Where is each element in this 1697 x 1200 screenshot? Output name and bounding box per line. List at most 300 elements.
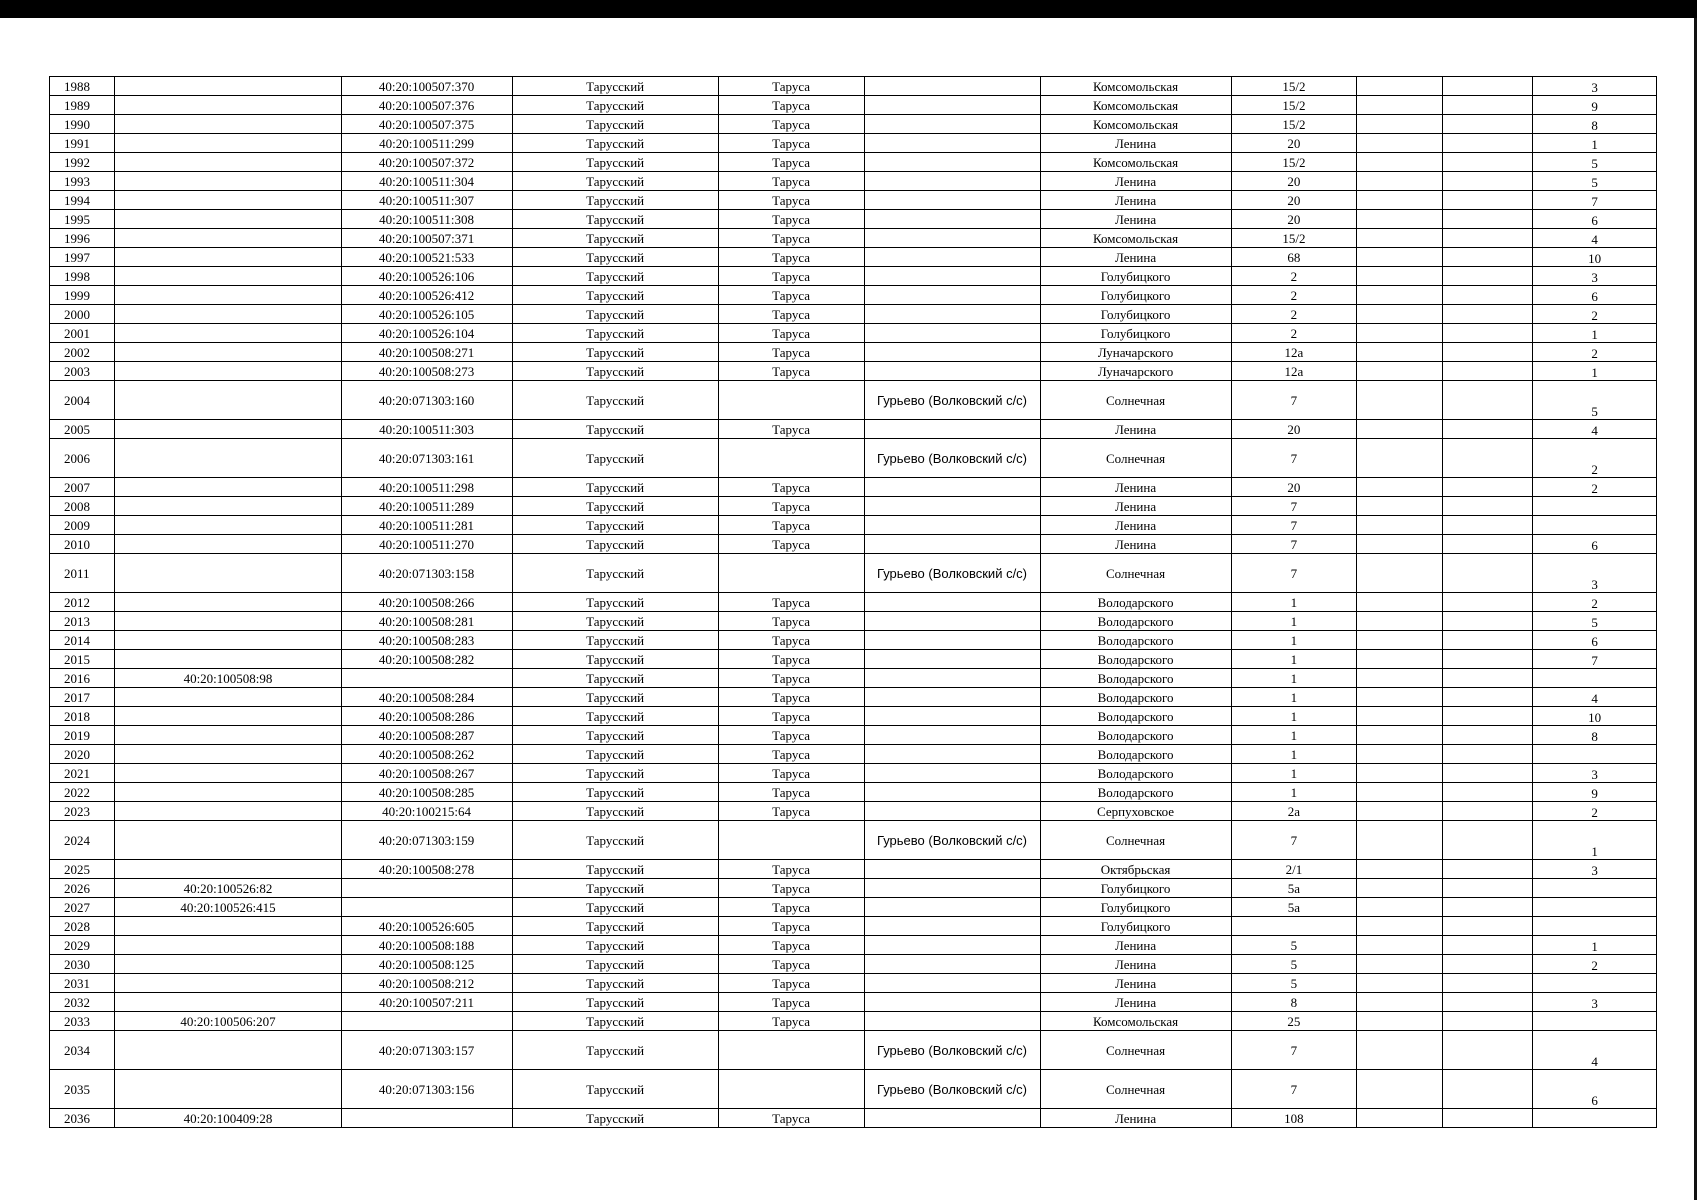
settlement-cell xyxy=(864,134,1040,153)
house-number-cell: 1 xyxy=(1231,593,1357,612)
cadastral-number-cell: 40:20:100511:299 xyxy=(341,134,512,153)
structure-cell xyxy=(1442,172,1533,191)
apartment-cell: 1 xyxy=(1533,362,1657,381)
table-row xyxy=(50,1109,1657,1128)
row-number-cell: 2025 xyxy=(50,860,115,879)
house-number-cell: 8 xyxy=(1231,993,1357,1012)
street-cell: Солнечная xyxy=(1040,1070,1231,1109)
city-cell: Таруса xyxy=(718,745,864,764)
house-number-cell: 5 xyxy=(1231,955,1357,974)
structure-cell xyxy=(1442,381,1533,420)
cadastral-number-cell: 40:20:100508:285 xyxy=(341,783,512,802)
street-cell: Ленина xyxy=(1040,974,1231,993)
row-number-cell: 2002 xyxy=(50,343,115,362)
cadastral-number-cell: 40:20:071303:158 xyxy=(341,554,512,593)
apartment-cell: 3 xyxy=(1533,860,1657,879)
cadastral-number-cell: 40:20:100508:188 xyxy=(341,936,512,955)
cadastral-number-cell: 40:20:100511:298 xyxy=(341,478,512,497)
cadastral-number-cell: 40:20:100507:371 xyxy=(341,229,512,248)
structure-cell xyxy=(1442,153,1533,172)
table-row xyxy=(50,191,1657,210)
district-cell: Тарусский xyxy=(512,1031,718,1070)
city-cell: Таруса xyxy=(718,764,864,783)
cadastral-number-cell: 40:20:100526:412 xyxy=(341,286,512,305)
cadastral-number-cell: 40:20:100508:273 xyxy=(341,362,512,381)
house-number-cell: 1 xyxy=(1231,726,1357,745)
table-row xyxy=(50,879,1657,898)
settlement-cell xyxy=(864,115,1040,134)
settlement-cell xyxy=(864,974,1040,993)
table-row xyxy=(50,669,1657,688)
cadastral-number-cell: 40:20:100507:211 xyxy=(341,993,512,1012)
apartment-cell xyxy=(1533,898,1657,917)
city-cell: Таруса xyxy=(718,210,864,229)
structure-cell xyxy=(1442,974,1533,993)
district-cell: Тарусский xyxy=(512,631,718,650)
house-number-cell: 7 xyxy=(1231,821,1357,860)
cadastral-number-cell: 40:20:100507:375 xyxy=(341,115,512,134)
city-cell: Таруса xyxy=(718,96,864,115)
building-cell xyxy=(1357,96,1442,115)
apartment-cell: 4 xyxy=(1533,229,1657,248)
structure-cell xyxy=(1442,783,1533,802)
cadastral-number-building-cell xyxy=(115,821,341,860)
house-number-cell: 7 xyxy=(1231,516,1357,535)
building-cell xyxy=(1357,879,1442,898)
row-number-cell: 2007 xyxy=(50,478,115,497)
row-number-cell: 1999 xyxy=(50,286,115,305)
apartment-cell xyxy=(1533,669,1657,688)
apartment-cell xyxy=(1533,497,1657,516)
building-cell xyxy=(1357,554,1442,593)
street-cell: Комсомольская xyxy=(1040,1012,1231,1031)
settlement-cell xyxy=(864,324,1040,343)
street-cell: Ленина xyxy=(1040,191,1231,210)
district-cell: Тарусский xyxy=(512,343,718,362)
cadastral-number-building-cell xyxy=(115,497,341,516)
cadastral-number-cell: 40:20:100508:287 xyxy=(341,726,512,745)
table-row xyxy=(50,974,1657,993)
cadastral-number-building-cell xyxy=(115,96,341,115)
settlement-cell xyxy=(864,286,1040,305)
apartment-cell: 6 xyxy=(1533,535,1657,554)
city-cell: Таруса xyxy=(718,362,864,381)
table-row xyxy=(50,96,1657,115)
building-cell xyxy=(1357,955,1442,974)
house-number-cell: 7 xyxy=(1231,439,1357,478)
house-number-cell: 12а xyxy=(1231,362,1357,381)
city-cell: Таруса xyxy=(718,631,864,650)
settlement-cell xyxy=(864,764,1040,783)
city-cell: Таруса xyxy=(718,115,864,134)
district-cell: Тарусский xyxy=(512,802,718,821)
row-number-cell: 2011 xyxy=(50,554,115,593)
row-number-cell: 2006 xyxy=(50,439,115,478)
table-row xyxy=(50,688,1657,707)
street-cell: Володарского xyxy=(1040,688,1231,707)
structure-cell xyxy=(1442,267,1533,286)
cadastral-number-cell xyxy=(341,669,512,688)
settlement-cell xyxy=(864,650,1040,669)
row-number-cell: 2035 xyxy=(50,1070,115,1109)
district-cell: Тарусский xyxy=(512,191,718,210)
city-cell xyxy=(718,821,864,860)
cadastral-number-building-cell xyxy=(115,362,341,381)
house-number-cell: 2/1 xyxy=(1231,860,1357,879)
apartment-cell: 2 xyxy=(1533,478,1657,497)
apartment-cell: 6 xyxy=(1533,1070,1657,1109)
apartment-cell: 5 xyxy=(1533,153,1657,172)
street-cell: Ленина xyxy=(1040,535,1231,554)
city-cell: Таруса xyxy=(718,229,864,248)
settlement-cell xyxy=(864,267,1040,286)
cadastral-number-cell: 40:20:100511:289 xyxy=(341,497,512,516)
city-cell: Таруса xyxy=(718,267,864,286)
apartment-cell: 8 xyxy=(1533,726,1657,745)
structure-cell xyxy=(1442,229,1533,248)
cadastral-number-cell: 40:20:100511:303 xyxy=(341,420,512,439)
street-cell: Луначарского xyxy=(1040,362,1231,381)
structure-cell xyxy=(1442,650,1533,669)
house-number-cell: 20 xyxy=(1231,478,1357,497)
building-cell xyxy=(1357,248,1442,267)
cadastral-number-building-cell xyxy=(115,343,341,362)
structure-cell xyxy=(1442,1012,1533,1031)
city-cell xyxy=(718,1031,864,1070)
city-cell: Таруса xyxy=(718,497,864,516)
cadastral-number-cell: 40:20:100526:105 xyxy=(341,305,512,324)
cadastral-number-building-cell xyxy=(115,860,341,879)
settlement-cell: Гурьево (Волковский с/с) xyxy=(864,1031,1040,1070)
settlement-cell xyxy=(864,305,1040,324)
row-number-cell: 2029 xyxy=(50,936,115,955)
district-cell: Тарусский xyxy=(512,936,718,955)
house-number-cell: 20 xyxy=(1231,420,1357,439)
district-cell: Тарусский xyxy=(512,669,718,688)
city-cell: Таруса xyxy=(718,1012,864,1031)
structure-cell xyxy=(1442,936,1533,955)
building-cell xyxy=(1357,898,1442,917)
street-cell: Голубицкого xyxy=(1040,305,1231,324)
building-cell xyxy=(1357,362,1442,381)
apartment-cell: 3 xyxy=(1533,993,1657,1012)
table-row xyxy=(50,134,1657,153)
table-row xyxy=(50,707,1657,726)
building-cell xyxy=(1357,783,1442,802)
row-number-cell: 2003 xyxy=(50,362,115,381)
structure-cell xyxy=(1442,324,1533,343)
table-row xyxy=(50,821,1657,860)
settlement-cell xyxy=(864,248,1040,267)
building-cell xyxy=(1357,669,1442,688)
street-cell: Ленина xyxy=(1040,478,1231,497)
house-number-cell: 2 xyxy=(1231,324,1357,343)
table-row xyxy=(50,726,1657,745)
street-cell: Володарского xyxy=(1040,669,1231,688)
cadastral-number-building-cell xyxy=(115,745,341,764)
apartment-cell: 10 xyxy=(1533,707,1657,726)
house-number-cell xyxy=(1231,917,1357,936)
cadastral-number-building-cell xyxy=(115,229,341,248)
city-cell: Таруса xyxy=(718,191,864,210)
table-row xyxy=(50,115,1657,134)
street-cell: Солнечная xyxy=(1040,439,1231,478)
scan-top-border xyxy=(0,0,1697,18)
settlement-cell: Гурьево (Волковский с/с) xyxy=(864,554,1040,593)
cadastral-number-building-cell xyxy=(115,248,341,267)
cadastral-number-building-cell: 40:20:100526:415 xyxy=(115,898,341,917)
apartment-cell: 6 xyxy=(1533,210,1657,229)
apartment-cell: 2 xyxy=(1533,593,1657,612)
apartment-cell xyxy=(1533,745,1657,764)
settlement-cell xyxy=(864,191,1040,210)
row-number-cell: 2031 xyxy=(50,974,115,993)
district-cell: Тарусский xyxy=(512,726,718,745)
apartment-cell: 9 xyxy=(1533,783,1657,802)
district-cell: Тарусский xyxy=(512,96,718,115)
row-number-cell: 2019 xyxy=(50,726,115,745)
apartment-cell xyxy=(1533,974,1657,993)
table-row xyxy=(50,210,1657,229)
structure-cell xyxy=(1442,593,1533,612)
street-cell: Ленина xyxy=(1040,993,1231,1012)
street-cell: Володарского xyxy=(1040,650,1231,669)
apartment-cell: 1 xyxy=(1533,134,1657,153)
building-cell xyxy=(1357,1109,1442,1128)
apartment-cell: 3 xyxy=(1533,77,1657,96)
row-number-cell: 2004 xyxy=(50,381,115,420)
settlement-cell xyxy=(864,955,1040,974)
structure-cell xyxy=(1442,77,1533,96)
apartment-cell: 2 xyxy=(1533,439,1657,478)
row-number-cell: 1997 xyxy=(50,248,115,267)
cadastral-number-building-cell: 40:20:100508:98 xyxy=(115,669,341,688)
street-cell: Володарского xyxy=(1040,707,1231,726)
cadastral-number-cell xyxy=(341,898,512,917)
district-cell: Тарусский xyxy=(512,764,718,783)
table-row xyxy=(50,1031,1657,1070)
cadastral-number-building-cell xyxy=(115,783,341,802)
city-cell: Таруса xyxy=(718,343,864,362)
apartment-cell: 5 xyxy=(1533,381,1657,420)
cadastral-number-building-cell xyxy=(115,286,341,305)
city-cell xyxy=(718,439,864,478)
table-row xyxy=(50,650,1657,669)
district-cell: Тарусский xyxy=(512,497,718,516)
building-cell xyxy=(1357,631,1442,650)
apartment-cell: 6 xyxy=(1533,631,1657,650)
district-cell: Тарусский xyxy=(512,134,718,153)
settlement-cell xyxy=(864,726,1040,745)
cadastral-number-building-cell xyxy=(115,381,341,420)
structure-cell xyxy=(1442,478,1533,497)
house-number-cell: 15/2 xyxy=(1231,115,1357,134)
street-cell: Володарского xyxy=(1040,783,1231,802)
structure-cell xyxy=(1442,726,1533,745)
street-cell: Володарского xyxy=(1040,612,1231,631)
structure-cell xyxy=(1442,955,1533,974)
cadastral-number-cell: 40:20:100508:267 xyxy=(341,764,512,783)
settlement-cell xyxy=(864,898,1040,917)
street-cell: Володарского xyxy=(1040,631,1231,650)
building-cell xyxy=(1357,860,1442,879)
table-row xyxy=(50,554,1657,593)
house-number-cell: 25 xyxy=(1231,1012,1357,1031)
table-body xyxy=(50,77,1657,1128)
row-number-cell: 2030 xyxy=(50,955,115,974)
cadastral-number-building-cell xyxy=(115,535,341,554)
row-number-cell: 2021 xyxy=(50,764,115,783)
structure-cell xyxy=(1442,1070,1533,1109)
district-cell: Тарусский xyxy=(512,535,718,554)
district-cell: Тарусский xyxy=(512,1012,718,1031)
settlement-cell xyxy=(864,343,1040,362)
row-number-cell: 2016 xyxy=(50,669,115,688)
cadastral-number-cell: 40:20:100508:283 xyxy=(341,631,512,650)
building-cell xyxy=(1357,1031,1442,1070)
house-number-cell: 15/2 xyxy=(1231,77,1357,96)
settlement-cell xyxy=(864,96,1040,115)
district-cell: Тарусский xyxy=(512,955,718,974)
cadastral-number-building-cell xyxy=(115,993,341,1012)
district-cell: Тарусский xyxy=(512,554,718,593)
house-number-cell: 1 xyxy=(1231,745,1357,764)
table-row xyxy=(50,612,1657,631)
structure-cell xyxy=(1442,115,1533,134)
building-cell xyxy=(1357,153,1442,172)
apartment-cell xyxy=(1533,879,1657,898)
structure-cell xyxy=(1442,707,1533,726)
settlement-cell xyxy=(864,362,1040,381)
building-cell xyxy=(1357,229,1442,248)
table-row xyxy=(50,77,1657,96)
structure-cell xyxy=(1442,191,1533,210)
street-cell: Солнечная xyxy=(1040,554,1231,593)
cadastral-number-building-cell xyxy=(115,650,341,669)
apartment-cell: 9 xyxy=(1533,96,1657,115)
cadastral-number-cell: 40:20:100508:281 xyxy=(341,612,512,631)
apartment-cell: 1 xyxy=(1533,821,1657,860)
building-cell xyxy=(1357,745,1442,764)
house-number-cell: 7 xyxy=(1231,554,1357,593)
house-number-cell: 1 xyxy=(1231,612,1357,631)
table-row xyxy=(50,286,1657,305)
city-cell xyxy=(718,554,864,593)
settlement-cell xyxy=(864,516,1040,535)
apartment-cell: 2 xyxy=(1533,305,1657,324)
street-cell: Комсомольская xyxy=(1040,77,1231,96)
house-number-cell: 20 xyxy=(1231,191,1357,210)
building-cell xyxy=(1357,535,1442,554)
cadastral-number-building-cell: 40:20:100506:207 xyxy=(115,1012,341,1031)
table-row xyxy=(50,172,1657,191)
city-cell: Таруса xyxy=(718,707,864,726)
apartment-cell xyxy=(1533,1012,1657,1031)
cadastral-number-building-cell xyxy=(115,764,341,783)
building-cell xyxy=(1357,191,1442,210)
city-cell: Таруса xyxy=(718,478,864,497)
city-cell: Таруса xyxy=(718,172,864,191)
row-number-cell: 1992 xyxy=(50,153,115,172)
building-cell xyxy=(1357,936,1442,955)
building-cell xyxy=(1357,286,1442,305)
house-number-cell: 7 xyxy=(1231,1070,1357,1109)
row-number-cell: 2000 xyxy=(50,305,115,324)
building-cell xyxy=(1357,764,1442,783)
house-number-cell: 20 xyxy=(1231,210,1357,229)
house-number-cell: 15/2 xyxy=(1231,229,1357,248)
structure-cell xyxy=(1442,898,1533,917)
street-cell: Ленина xyxy=(1040,936,1231,955)
city-cell: Таруса xyxy=(718,993,864,1012)
cadastral-number-building-cell xyxy=(115,612,341,631)
structure-cell xyxy=(1442,821,1533,860)
street-cell: Ленина xyxy=(1040,248,1231,267)
row-number-cell: 2028 xyxy=(50,917,115,936)
row-number-cell: 2020 xyxy=(50,745,115,764)
apartment-cell: 8 xyxy=(1533,115,1657,134)
cadastral-number-building-cell xyxy=(115,191,341,210)
street-cell: Володарского xyxy=(1040,726,1231,745)
cadastral-number-building-cell: 40:20:100409:28 xyxy=(115,1109,341,1128)
cadastral-number-cell: 40:20:071303:159 xyxy=(341,821,512,860)
city-cell: Таруса xyxy=(718,420,864,439)
row-number-cell: 2026 xyxy=(50,879,115,898)
cadastral-number-building-cell xyxy=(115,955,341,974)
settlement-cell xyxy=(864,1012,1040,1031)
row-number-cell: 1990 xyxy=(50,115,115,134)
district-cell: Тарусский xyxy=(512,745,718,764)
city-cell: Таруса xyxy=(718,153,864,172)
building-cell xyxy=(1357,77,1442,96)
table-row xyxy=(50,343,1657,362)
house-number-cell: 2а xyxy=(1231,802,1357,821)
building-cell xyxy=(1357,650,1442,669)
settlement-cell xyxy=(864,210,1040,229)
table-row xyxy=(50,535,1657,554)
building-cell xyxy=(1357,516,1442,535)
structure-cell xyxy=(1442,745,1533,764)
row-number-cell: 2023 xyxy=(50,802,115,821)
cadastral-number-cell: 40:20:071303:157 xyxy=(341,1031,512,1070)
apartment-cell: 3 xyxy=(1533,267,1657,286)
structure-cell xyxy=(1442,688,1533,707)
table-row xyxy=(50,305,1657,324)
street-cell: Солнечная xyxy=(1040,1031,1231,1070)
structure-cell xyxy=(1442,305,1533,324)
building-cell xyxy=(1357,707,1442,726)
row-number-cell: 2012 xyxy=(50,593,115,612)
row-number-cell: 1989 xyxy=(50,96,115,115)
apartment-cell: 3 xyxy=(1533,764,1657,783)
building-cell xyxy=(1357,974,1442,993)
settlement-cell xyxy=(864,669,1040,688)
table-row xyxy=(50,267,1657,286)
table-row xyxy=(50,764,1657,783)
apartment-cell xyxy=(1533,917,1657,936)
row-number-cell: 2036 xyxy=(50,1109,115,1128)
building-cell xyxy=(1357,593,1442,612)
city-cell: Таруса xyxy=(718,324,864,343)
cadastral-number-cell: 40:20:100526:106 xyxy=(341,267,512,286)
structure-cell xyxy=(1442,516,1533,535)
house-number-cell: 1 xyxy=(1231,783,1357,802)
cadastral-number-building-cell: 40:20:100526:82 xyxy=(115,879,341,898)
structure-cell xyxy=(1442,612,1533,631)
settlement-cell xyxy=(864,936,1040,955)
table-row xyxy=(50,381,1657,420)
cadastral-number-cell: 40:20:100508:278 xyxy=(341,860,512,879)
